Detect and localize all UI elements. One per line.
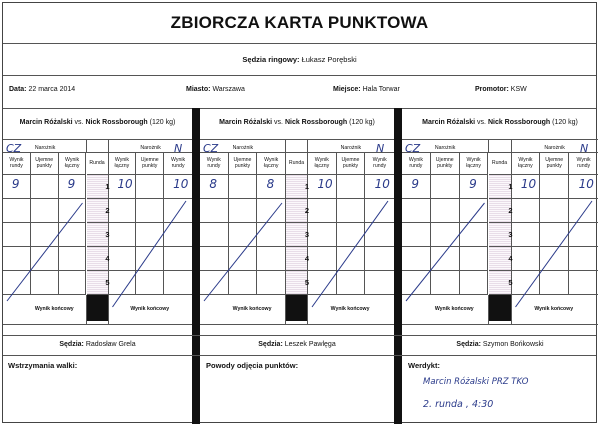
- red-total-1-score: 9: [469, 177, 477, 191]
- score-grid: [3, 140, 192, 344]
- red-total-1-score: 8: [266, 177, 275, 191]
- final-score-label: Wynik końcowy: [534, 306, 574, 312]
- red-strike-line: [406, 203, 485, 301]
- corner-red-handwritten: CZ: [6, 142, 22, 155]
- red-round-result-header: Wynik rundy: [402, 153, 431, 175]
- judge-label: Sędzia:: [258, 341, 283, 348]
- promoter-field: [475, 86, 527, 93]
- score-grid: [200, 140, 394, 344]
- corner-label: Narożnik: [140, 145, 161, 151]
- red-round-1-score: 8: [209, 177, 217, 191]
- round-number: 4: [105, 254, 110, 263]
- weight-class: (120 kg): [349, 119, 375, 126]
- score-panel-2: [200, 108, 394, 344]
- verdict-handwritten-line-2: 2. runda , 4:30: [423, 399, 494, 410]
- round-number: 5: [105, 278, 110, 287]
- round-number: 4: [508, 254, 513, 263]
- scorecard-sheet: [2, 2, 597, 423]
- venue-field: [333, 86, 400, 93]
- date-label: Data:: [9, 86, 27, 93]
- blue-penalty-header: Ujemne punkty: [540, 153, 569, 175]
- panel-separator: [192, 108, 200, 424]
- corner-blue-handwritten: N: [580, 142, 589, 155]
- corner-label: Narożnik: [340, 145, 362, 151]
- red-strike-line: [7, 203, 83, 301]
- ring-referee-label: Sędzia ringowy:: [242, 55, 300, 64]
- corner-red-handwritten: CZ: [405, 142, 421, 155]
- score-panel-3: [402, 108, 598, 344]
- strike-through-lines: [402, 140, 598, 344]
- blue-round-result-header: Wynik rundy: [164, 153, 192, 175]
- stoppages-label: Wstrzymania walki:: [8, 361, 78, 370]
- venue-value: Hala Torwar: [362, 86, 400, 93]
- judge-name: Szymon Bońkowski: [482, 341, 544, 348]
- round-number: 4: [304, 254, 310, 263]
- round-number: 3: [304, 230, 310, 239]
- red-round-1-score: 9: [11, 177, 20, 191]
- round-number: 3: [105, 230, 110, 239]
- round-number: 2: [304, 206, 310, 215]
- date-field: [9, 86, 75, 93]
- red-penalty-header: Ujemne punkty: [229, 153, 258, 175]
- vs-text: vs.: [477, 119, 486, 126]
- round-number: 5: [304, 278, 310, 287]
- round-number: 1: [508, 182, 513, 191]
- corner-blue-handwritten: N: [174, 142, 183, 155]
- corner-blue-handwritten: N: [376, 142, 385, 155]
- round-header: Runda: [87, 153, 109, 175]
- final-score-label: Wynik końcowy: [434, 306, 474, 312]
- blue-strike-line: [516, 201, 593, 307]
- promoter-value: KSW: [510, 86, 527, 93]
- judge-2: [200, 341, 394, 348]
- final-score-label: Wynik końcowy: [232, 306, 272, 312]
- red-round-result-header: Wynik rundy: [200, 153, 229, 175]
- corner-label: Narożnik: [434, 145, 456, 151]
- deductions-label: Powody odjęcia punktów:: [206, 361, 299, 370]
- round-number: 1: [304, 182, 310, 191]
- round-number: 1: [105, 182, 110, 191]
- fight-title: [402, 108, 598, 140]
- strike-through-lines: [3, 140, 192, 344]
- blue-round-1-score: 10: [173, 177, 189, 191]
- red-total-header: Wynik łączny: [257, 153, 286, 175]
- judge-1: [3, 341, 192, 348]
- blue-total-1-score: 10: [117, 177, 133, 191]
- blue-round-1-score: 10: [374, 177, 390, 191]
- round-number: 2: [508, 206, 513, 215]
- round-header: Runda: [286, 153, 308, 175]
- corner-label: Narożnik: [232, 145, 254, 151]
- city-value: Warszawa: [212, 86, 245, 93]
- blue-penalty-header: Ujemne punkty: [337, 153, 366, 175]
- venue-label: Miejsce:: [333, 86, 361, 93]
- vs-text: vs.: [74, 119, 84, 126]
- divider: [3, 335, 596, 336]
- fighter-red-name: Marcin Różalski: [219, 119, 273, 126]
- judge-label: Sędzia:: [456, 341, 481, 348]
- red-penalty-header: Ujemne punkty: [431, 153, 460, 175]
- verdict-label: Werdykt:: [408, 361, 440, 370]
- round-header: Runda: [489, 153, 512, 175]
- blue-total-header: Wynik łączny: [512, 153, 541, 175]
- divider: [3, 355, 596, 356]
- blue-total-1-score: 10: [317, 177, 333, 191]
- fighter-red-name: Marcin Różalski: [422, 119, 476, 126]
- round-number: 3: [508, 230, 513, 239]
- red-total-1-score: 9: [67, 177, 76, 191]
- judge-3: [402, 341, 598, 348]
- city-field: [186, 86, 245, 93]
- corner-label: Narożnik: [544, 145, 565, 151]
- strike-through-lines: [200, 140, 394, 344]
- ring-referee-name: Łukasz Porębski: [301, 55, 357, 64]
- blue-strike-line: [312, 201, 388, 307]
- fighter-blue-name: Nick Rossborough: [85, 119, 148, 126]
- corner-red-handwritten: CZ: [203, 142, 219, 155]
- blue-total-header: Wynik łączny: [109, 153, 137, 175]
- weight-class: (120 kg): [149, 119, 176, 126]
- red-round-result-header: Wynik rundy: [3, 153, 31, 175]
- vs-text: vs.: [274, 119, 283, 126]
- blue-total-header: Wynik łączny: [308, 153, 337, 175]
- blue-round-1-score: 10: [578, 177, 594, 191]
- panel-separator: [394, 108, 402, 424]
- blue-penalty-header: Ujemne punkty: [136, 153, 164, 175]
- weight-class: (120 kg): [552, 119, 578, 126]
- score-grid: [402, 140, 598, 344]
- final-score-label: Wynik końcowy: [34, 306, 74, 312]
- final-score-label: Wynik końcowy: [330, 306, 370, 312]
- fight-title: [3, 108, 192, 140]
- blue-strike-line: [113, 201, 187, 307]
- fight-title: [200, 108, 394, 140]
- verdict-handwritten-line-1: Marcin Różalski PRZ TKO: [423, 377, 529, 387]
- judge-name: Leszek Pawlęga: [284, 341, 336, 348]
- fighter-blue-name: Nick Rossborough: [487, 119, 551, 126]
- blue-total-1-score: 10: [520, 177, 537, 191]
- ring-referee-row: [3, 55, 596, 64]
- blue-round-result-header: Wynik rundy: [365, 153, 394, 175]
- red-penalty-header: Ujemne punkty: [31, 153, 59, 175]
- city-label: Miasto:: [186, 86, 211, 93]
- final-score-label: Wynik końcowy: [130, 306, 170, 312]
- red-total-header: Wynik łączny: [59, 153, 87, 175]
- blue-round-result-header: Wynik rundy: [569, 153, 598, 175]
- red-round-1-score: 9: [411, 177, 420, 191]
- fighter-blue-name: Nick Rossborough: [284, 119, 348, 126]
- round-number: 2: [105, 206, 110, 215]
- corner-label: Narożnik: [34, 145, 56, 151]
- page-title: ZBIORCZA KARTA PUNKTOWA: [170, 13, 429, 32]
- round-number: 5: [508, 278, 513, 287]
- promoter-label: Promotor:: [475, 86, 509, 93]
- judge-name: Radosław Grela: [85, 341, 136, 348]
- fighter-red-name: Marcin Różalski: [19, 119, 73, 126]
- divider: [3, 75, 596, 76]
- red-strike-line: [204, 203, 282, 301]
- date-value: 22 marca 2014: [28, 86, 76, 93]
- score-panel-1: [3, 108, 192, 344]
- divider: [3, 43, 596, 44]
- red-total-header: Wynik łączny: [460, 153, 489, 175]
- judge-label: Sędzia:: [59, 341, 84, 348]
